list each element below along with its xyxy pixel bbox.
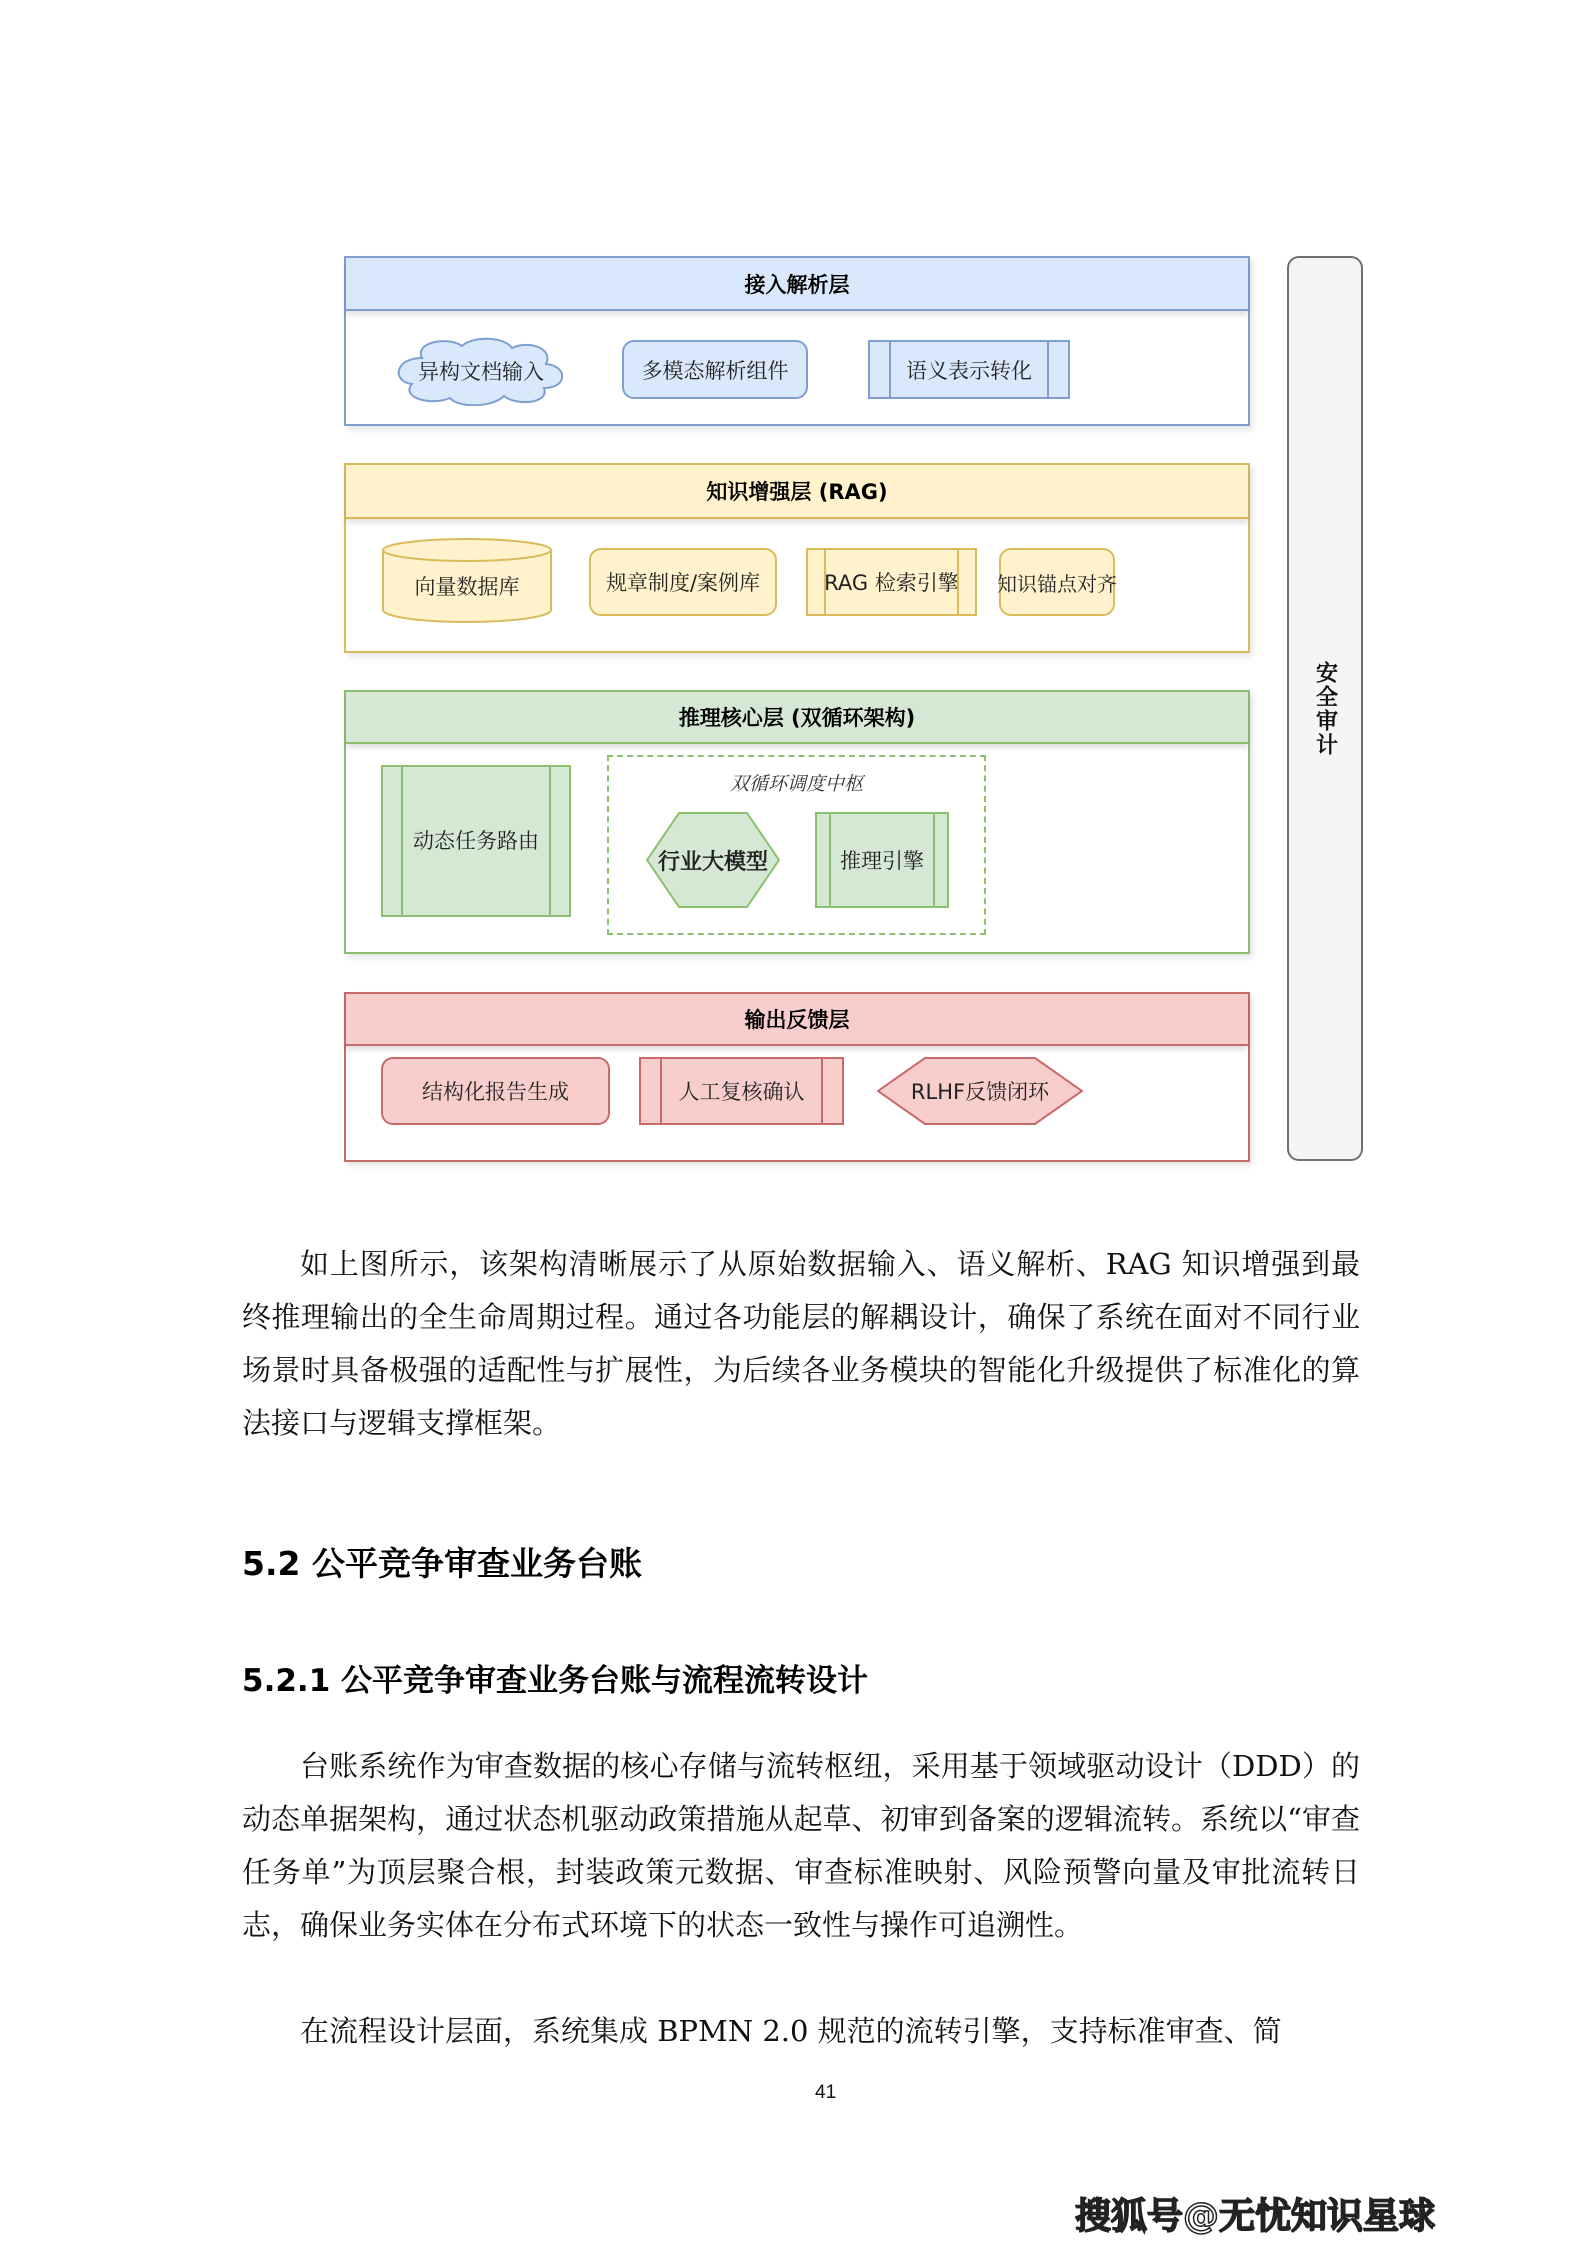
process-bar-left <box>829 814 831 906</box>
node-semantic-transform: 语义表示转化 <box>868 340 1070 399</box>
process-bar-left <box>660 1059 662 1123</box>
process-bar-right <box>933 814 935 906</box>
paragraph-process-design: 在流程设计层面，系统集成 BPMN 2.0 规范的流转引擎，支持标准审查、简 <box>300 2014 1282 2048</box>
subsection-heading: 5.2.1 公平竞争审查业务台账与流程流转设计 <box>242 1663 869 1699</box>
process-bar-right <box>957 550 959 614</box>
node-reasoning-engine: 推理引擎 <box>815 812 949 908</box>
node-rlhf-feedback-loop: RLHF反馈闭环 <box>877 1057 1083 1125</box>
node-regulations-case-library: 规章制度/案例库 <box>589 548 777 616</box>
node-structured-report: 结构化报告生成 <box>381 1057 610 1125</box>
process-bar-left <box>824 550 826 614</box>
process-bar-left <box>889 342 891 397</box>
process-bar-left <box>401 767 403 915</box>
layer-title: 接入解析层 <box>346 258 1248 311</box>
node-knowledge-anchor-alignment: 知识锚点对齐 <box>999 548 1115 616</box>
process-bar-right <box>1047 342 1049 397</box>
section-heading: 5.2 公平竞争审查业务台账 <box>242 1544 642 1583</box>
group-title: 双循环调度中枢 <box>729 773 863 795</box>
paragraph-ledger-system: 台账系统作为审查数据的核心存储与流转枢纽，采用基于领域驱动设计（DDD）的动态单据架构，通过状态机驱动政策措施从起草、初审到备案的逻辑流转。系统以“审查任务单”为顶层聚合根，封装政策元数据、审查标准映射、风险预警向量及审批流转日志，确保业务实体在分布式环境下的状态一致性与操作可追溯性。 <box>242 1749 1360 1942</box>
node-dynamic-task-routing: 动态任务路由 <box>381 765 571 917</box>
paragraph-diagram-summary: 如上图所示，该架构清晰展示了从原始数据输入、语义解析、RAG 知识增强到最终推理输出的全生命周期过程。通过各功能层的解耦设计，确保了系统在面对不同行业场景时具备极强的适配性与扩展性，为后续各业务模块的智能化升级提供了标准化的算法接口与逻辑支撑框架。 <box>242 1247 1360 1440</box>
node-rag-retrieval-engine: RAG 检索引擎 <box>806 548 977 616</box>
node-multimodal-parser: 多模态解析组件 <box>622 340 808 399</box>
page-number: 41 <box>815 2082 837 2103</box>
node-vector-database: 向量数据库 <box>381 538 553 624</box>
process-bar-right <box>549 767 551 915</box>
layer-title: 输出反馈层 <box>346 994 1248 1046</box>
node-heterogeneous-doc-input: 异构文档输入 <box>392 336 570 406</box>
node-industry-large-model: 行业大模型 <box>646 812 780 908</box>
watermark: 搜狐号@无忧知识星球 <box>1075 2196 1436 2237</box>
node-manual-review: 人工复核确认 <box>639 1057 844 1125</box>
layer-title: 知识增强层 (RAG) <box>346 465 1248 519</box>
layer-title: 推理核心层 (双循环架构) <box>346 692 1248 744</box>
sidebar-label: 安全审计 <box>1312 660 1338 757</box>
process-bar-right <box>821 1059 823 1123</box>
security-audit-sidebar <box>1287 256 1363 1161</box>
